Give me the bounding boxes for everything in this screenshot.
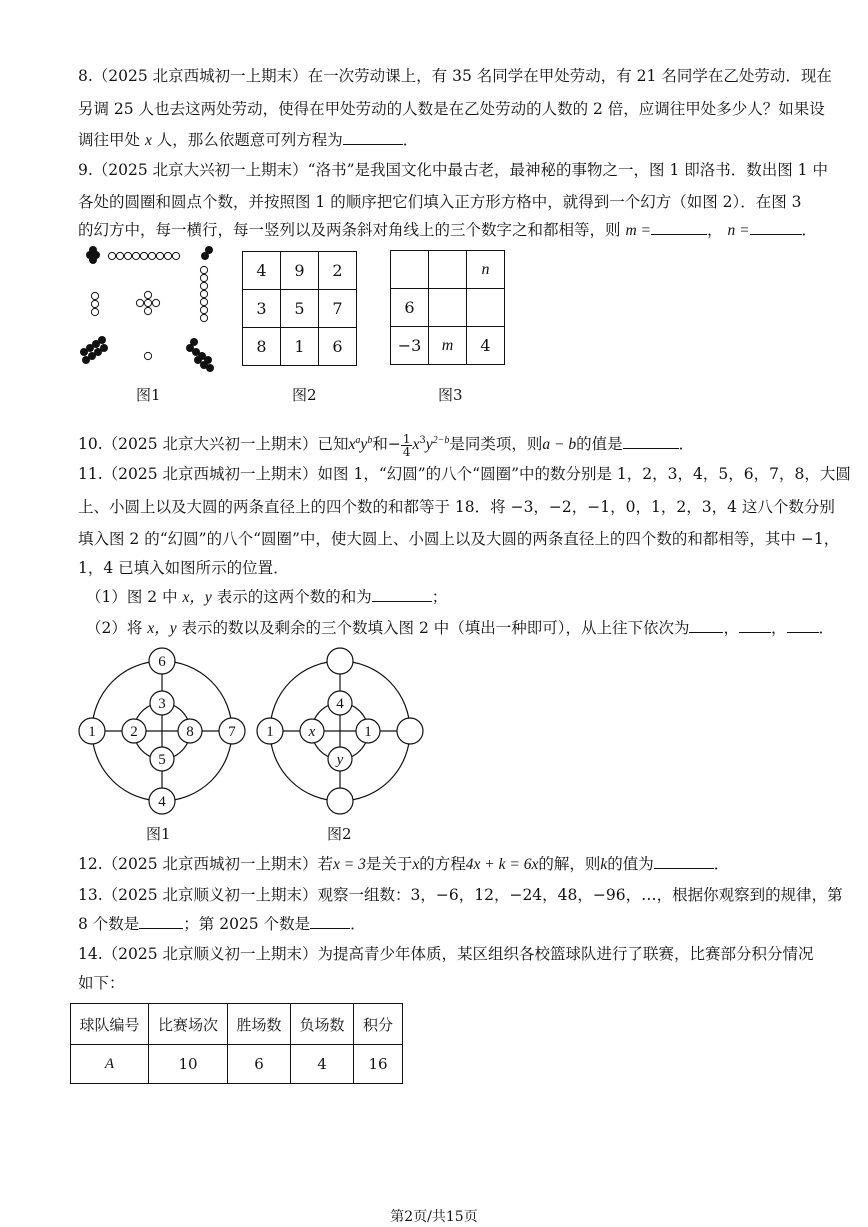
fig3-cell: 6 bbox=[391, 289, 429, 327]
q9-line3: 的幻方中，每一横行，每一竖列以及两条斜对角线上的三个数字之和都相等，则 m = ， n = ． bbox=[78, 221, 818, 239]
q11-line4: 1，4 已填入如图所示的位置． bbox=[78, 559, 289, 577]
fig2-cell: 8 bbox=[243, 328, 281, 366]
q10-line: 10.（2025 北京大兴初一上期末）已知$x^ay^b$和− $\frac{1}{4}$ $x^3y^{2-b}$是同类项，则a − b的值是 ． bbox=[78, 431, 695, 459]
fig1-node: 8 bbox=[186, 724, 194, 740]
fig2-cell: 9 bbox=[281, 252, 319, 290]
table-cell: 10 bbox=[149, 1045, 228, 1084]
fig2-cell: 4 bbox=[243, 252, 281, 290]
fig1-node: 1 bbox=[88, 724, 96, 740]
fig3-cell: 4 bbox=[467, 327, 505, 365]
q9-line2: 各处的圆圈和圆点个数，并按照图 1 的顺序把它们填入正方形方格中，就得到一个幻方（如图 2）．在图 3 bbox=[78, 193, 802, 211]
fig3-cell bbox=[429, 289, 467, 327]
table-header: 比赛场次 bbox=[149, 1004, 228, 1045]
q13-line1: 13.（2025 北京顺义初一上期末）观察一组数：3，−6，12，−24，48，−96，…，根据你观察到的规律，第 bbox=[78, 886, 843, 904]
table-header: 积分 bbox=[354, 1004, 403, 1045]
q12-line: 12.（2025 北京西城初一上期末）若x = 3是关于x的方程4x + k = 6x的解，则k的值为 ． bbox=[78, 855, 730, 873]
fig2-cell: 7 bbox=[319, 290, 357, 328]
fig1-node: 7 bbox=[228, 724, 236, 740]
q11-line3: 填入图 2 的“幻圆”的八个“圆圈”中，使大圆上、小圆上以及大圆的两条直径上的四个数的和都相等，其中 −1， bbox=[78, 530, 840, 548]
answer-blank[interactable] bbox=[139, 914, 183, 929]
magic-square-fig3 bbox=[390, 250, 505, 365]
fig1-node: 6 bbox=[158, 654, 166, 670]
score-table bbox=[70, 1003, 403, 1084]
luoshu-figure bbox=[76, 244, 216, 374]
q8-line1: 8.（2025 北京西城初一上期末）在一次劳动课上，有 35 名同学在甲处劳动，有 21 名同学在乙处劳动．现在 bbox=[78, 67, 832, 85]
fig2-node: 4 bbox=[336, 696, 344, 712]
answer-blank[interactable] bbox=[310, 914, 350, 929]
table-header: 负场数 bbox=[291, 1004, 354, 1045]
fig3-cell bbox=[467, 289, 505, 327]
q14-line2: 如下： bbox=[78, 974, 125, 992]
fig1-node: 2 bbox=[130, 724, 138, 740]
q11-sub2: （2）将 x，y 表示的数以及剩余的三个数填入图 2 中（填出一种即可），从上往下依次为 ， ， ． bbox=[86, 619, 835, 637]
table-header: 球队编号 bbox=[71, 1004, 149, 1045]
q11-line1: 11.（2025 北京西城初一上期末）如图 1，“幻圆”的八个“圆圈”中的数分别是 1，2，3，4，5，6，7，8，大圆 bbox=[78, 465, 851, 483]
answer-blank[interactable] bbox=[654, 854, 714, 869]
fig2-cell: 2 bbox=[319, 252, 357, 290]
table-row bbox=[71, 1045, 403, 1084]
fig2-cell: 1 bbox=[281, 328, 319, 366]
q11-fig2-caption: 图2 bbox=[327, 825, 352, 843]
fig2-node: 1 bbox=[266, 724, 274, 740]
q9-line1: 9.（2025 北京大兴初一上期末）“洛书”是我国文化中最古老，最神秘的事物之一，图 1 即洛书．数出图 1 中 bbox=[78, 161, 828, 179]
q8-line2: 另调 25 人也去这两处劳动，使得在甲处劳动的人数是在乙处劳动的人数的 2 倍，应调往甲处多少人？如果设 bbox=[78, 100, 825, 118]
magic-square-fig2 bbox=[242, 251, 357, 366]
answer-blank[interactable] bbox=[623, 434, 679, 449]
answer-blank-n[interactable] bbox=[750, 220, 802, 235]
q14-line1: 14.（2025 北京顺义初一上期末）为提高青少年体质，某区组织各校篮球队进行了联赛，比赛部分积分情况 bbox=[78, 945, 814, 963]
magic-circle-fig1 bbox=[76, 645, 248, 820]
fig1-node: 5 bbox=[158, 752, 166, 768]
fig2-node: 1 bbox=[364, 724, 372, 740]
fig2-node: x bbox=[308, 724, 316, 740]
table-cell: A bbox=[71, 1045, 149, 1084]
page-footer: 第2页/共15页 bbox=[390, 1209, 478, 1225]
table-cell: 4 bbox=[291, 1045, 354, 1084]
fig3-cell bbox=[429, 251, 467, 289]
fig2-cell: 5 bbox=[281, 290, 319, 328]
answer-blank-m[interactable] bbox=[651, 220, 707, 235]
fig3-cell: m bbox=[429, 327, 467, 365]
q11-fig1-caption: 图1 bbox=[146, 825, 171, 843]
fig2-cell: 6 bbox=[319, 328, 357, 366]
q8-line3: 调往甲处 x 人，那么依题意可列方程为 ． bbox=[78, 131, 419, 149]
fig3-cell bbox=[391, 251, 429, 289]
answer-blank[interactable] bbox=[372, 587, 432, 602]
table-header-row bbox=[71, 1004, 403, 1045]
fig1-node: 4 bbox=[158, 794, 166, 810]
answer-blank[interactable] bbox=[739, 618, 771, 633]
fig1-node: 3 bbox=[158, 696, 166, 712]
fig3-caption: 图3 bbox=[438, 386, 463, 404]
fig2-caption: 图2 bbox=[292, 386, 317, 404]
q13-line2: 8 个数是 ；第 2025 个数是 ． bbox=[78, 915, 366, 933]
answer-blank[interactable] bbox=[787, 618, 819, 633]
table-cell: 16 bbox=[354, 1045, 403, 1084]
fig2-cell: 3 bbox=[243, 290, 281, 328]
answer-blank[interactable] bbox=[689, 618, 723, 633]
fig3-cell: n bbox=[467, 251, 505, 289]
table-cell: 6 bbox=[228, 1045, 291, 1084]
fig2-node: y bbox=[336, 752, 344, 768]
magic-circle-fig2 bbox=[254, 645, 426, 820]
answer-blank[interactable] bbox=[343, 130, 403, 145]
q11-line2: 上、小圆上以及大圆的两条直径上的四个数的和都等于 18．将 −3，−2，−1，0，1，2，3，4 这八个数分别 bbox=[78, 498, 835, 516]
table-header: 胜场数 bbox=[228, 1004, 291, 1045]
q11-sub1: （1）图 2 中 x，y 表示的这两个数的和为 ； bbox=[86, 588, 448, 606]
fig3-cell: −3 bbox=[391, 327, 429, 365]
fig1-caption: 图1 bbox=[136, 386, 161, 404]
